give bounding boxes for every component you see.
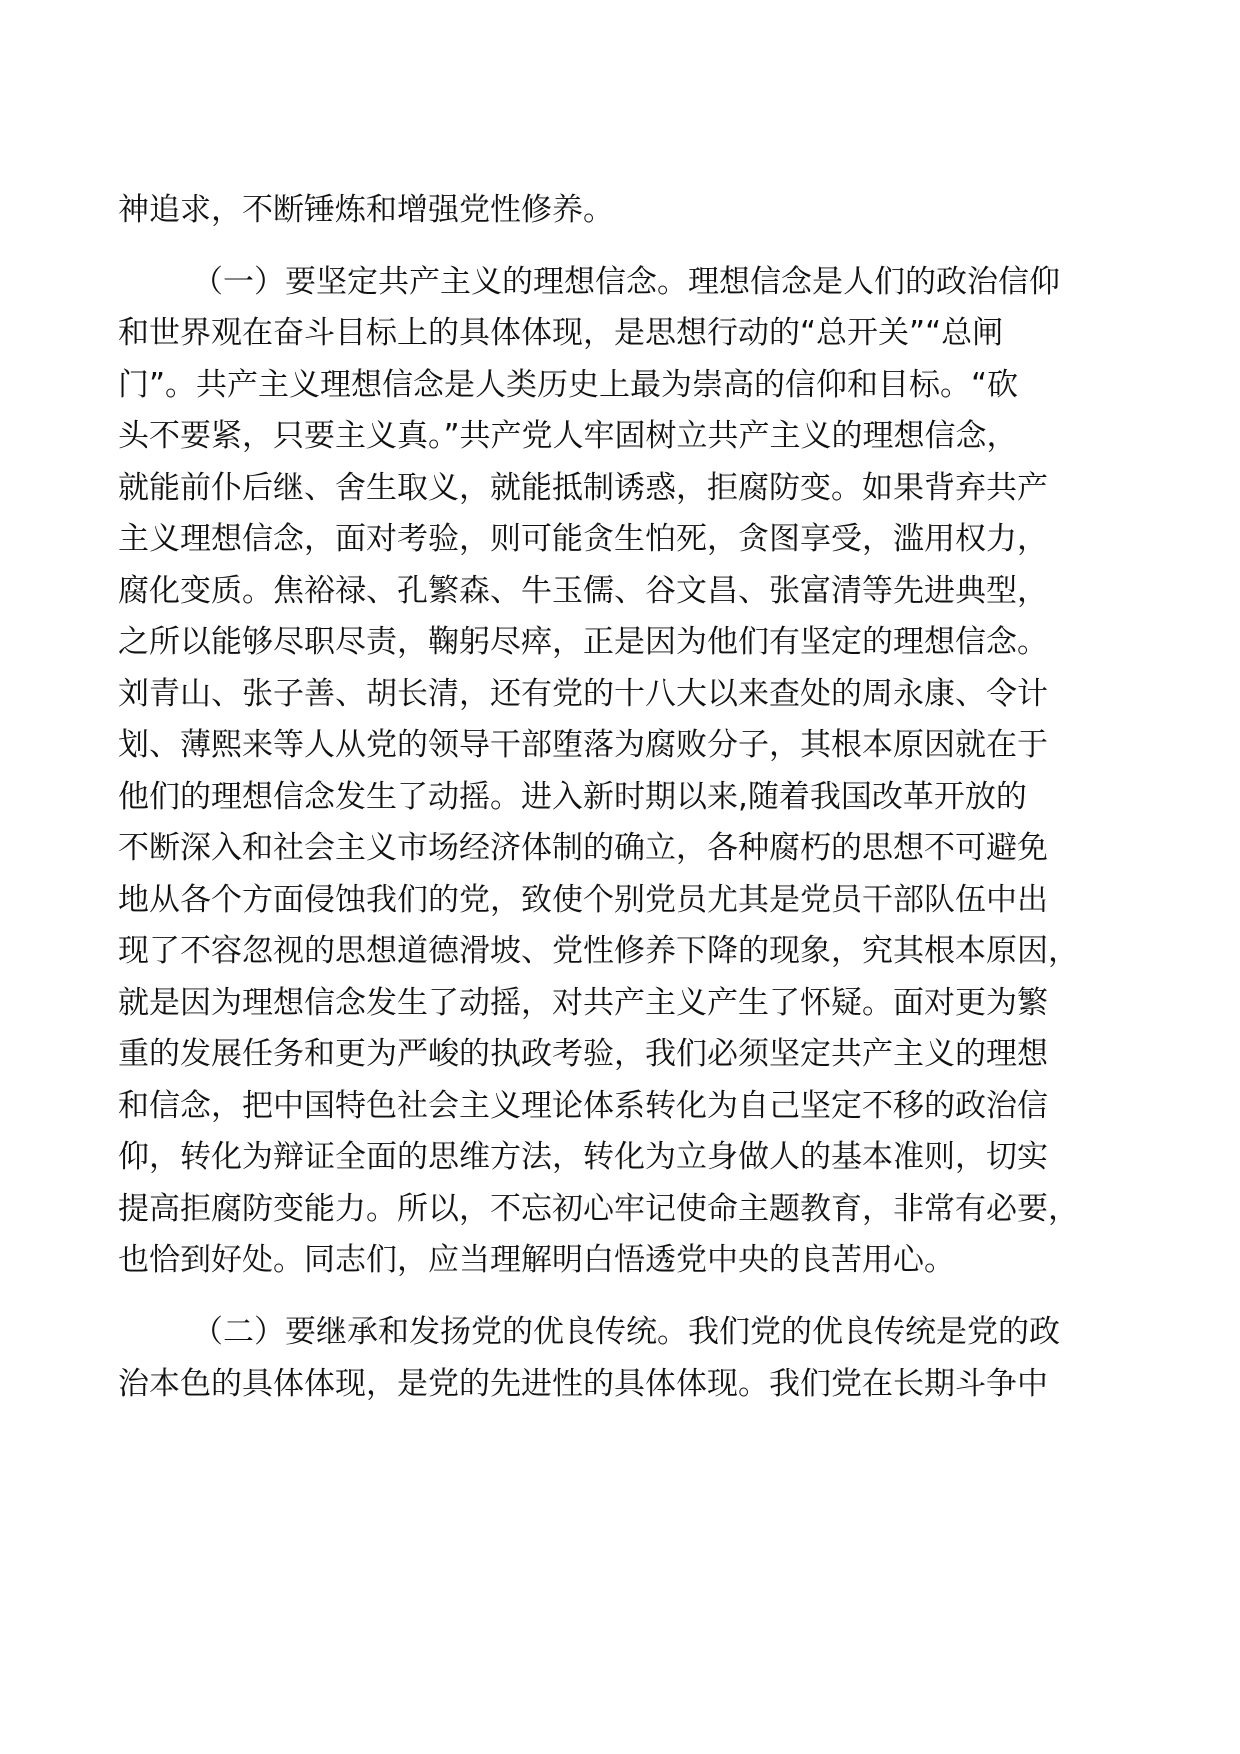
text-line: 不断深入和社会主义市场经济体制的确立，各种腐朽的思想不可避免 — [118, 830, 1048, 866]
text-line: 腐化变质。焦裕禄、孔繁森、牛玉儒、谷文昌、张富清等先进典型， — [118, 573, 1048, 609]
paragraph-1-first-line: （一）要坚定共产主义的理想信念。理想信念是人们的政治信仰 — [192, 264, 1060, 300]
text-line: 他们的理想信念发生了动摇。进入新时期以来,随着我国改革开放的 — [118, 779, 1027, 815]
text-line: 神追求，不断锤炼和增强党性修养。 — [118, 192, 614, 228]
text-line: 治本色的具体体现，是党的先进性的具体体现。我们党在长期斗争中 — [118, 1366, 1048, 1402]
text-line: 仰，转化为辩证全面的思维方法，转化为立身做人的基本准则，切实 — [118, 1139, 1048, 1175]
text-line: 划、薄熙来等人从党的领导干部堕落为腐败分子，其根本原因就在于 — [118, 727, 1048, 763]
text-line: 和世界观在奋斗目标上的具体体现，是思想行动的“总开关”“总闸 — [118, 315, 1004, 351]
text-line: 提高拒腐防变能力。所以，不忘初心牢记使命主题教育，非常有必要， — [118, 1191, 1079, 1227]
text-line: 刘青山、张子善、胡长清，还有党的十八大以来查处的周永康、令计 — [118, 676, 1048, 712]
text-line: 重的发展任务和更为严峻的执政考验，我们必须坚定共产主义的理想 — [118, 1036, 1048, 1072]
paragraph-2-first-line: （二）要继承和发扬党的优良传统。我们党的优良传统是党的政 — [192, 1314, 1060, 1350]
text-line: 和信念，把中国特色社会主义理论体系转化为自己坚定不移的政治信 — [118, 1088, 1048, 1124]
text-line: 现了不容忽视的思想道德滑坡、党性修养下降的现象，究其根本原因， — [118, 933, 1079, 969]
text-line: 就是因为理想信念发生了动摇，对共产主义产生了怀疑。面对更为繁 — [118, 985, 1048, 1021]
text-line: 就能前仆后继、舍生取义，就能抵制诱惑，拒腐防变。如果背弃共产 — [118, 470, 1048, 506]
text-line: 头不要紧，只要主义真。”共产党人牢固树立共产主义的理想信念， — [118, 418, 1018, 454]
text-line: 也恰到好处。同志们，应当理解明白悟透党中央的良苦用心。 — [118, 1242, 955, 1278]
text-line: 之所以能够尽职尽责，鞠躬尽瘁，正是因为他们有坚定的理想信念。 — [118, 624, 1048, 660]
text-line: 地从各个方面侵蚀我们的党，致使个别党员尤其是党员干部队伍中出 — [118, 882, 1048, 918]
text-line: 门”。共产主义理想信念是人类历史上最为崇高的信仰和目标。“砍 — [118, 367, 1019, 403]
text-line: 主义理想信念，面对考验，则可能贪生怕死，贪图享受，滥用权力， — [118, 521, 1048, 557]
